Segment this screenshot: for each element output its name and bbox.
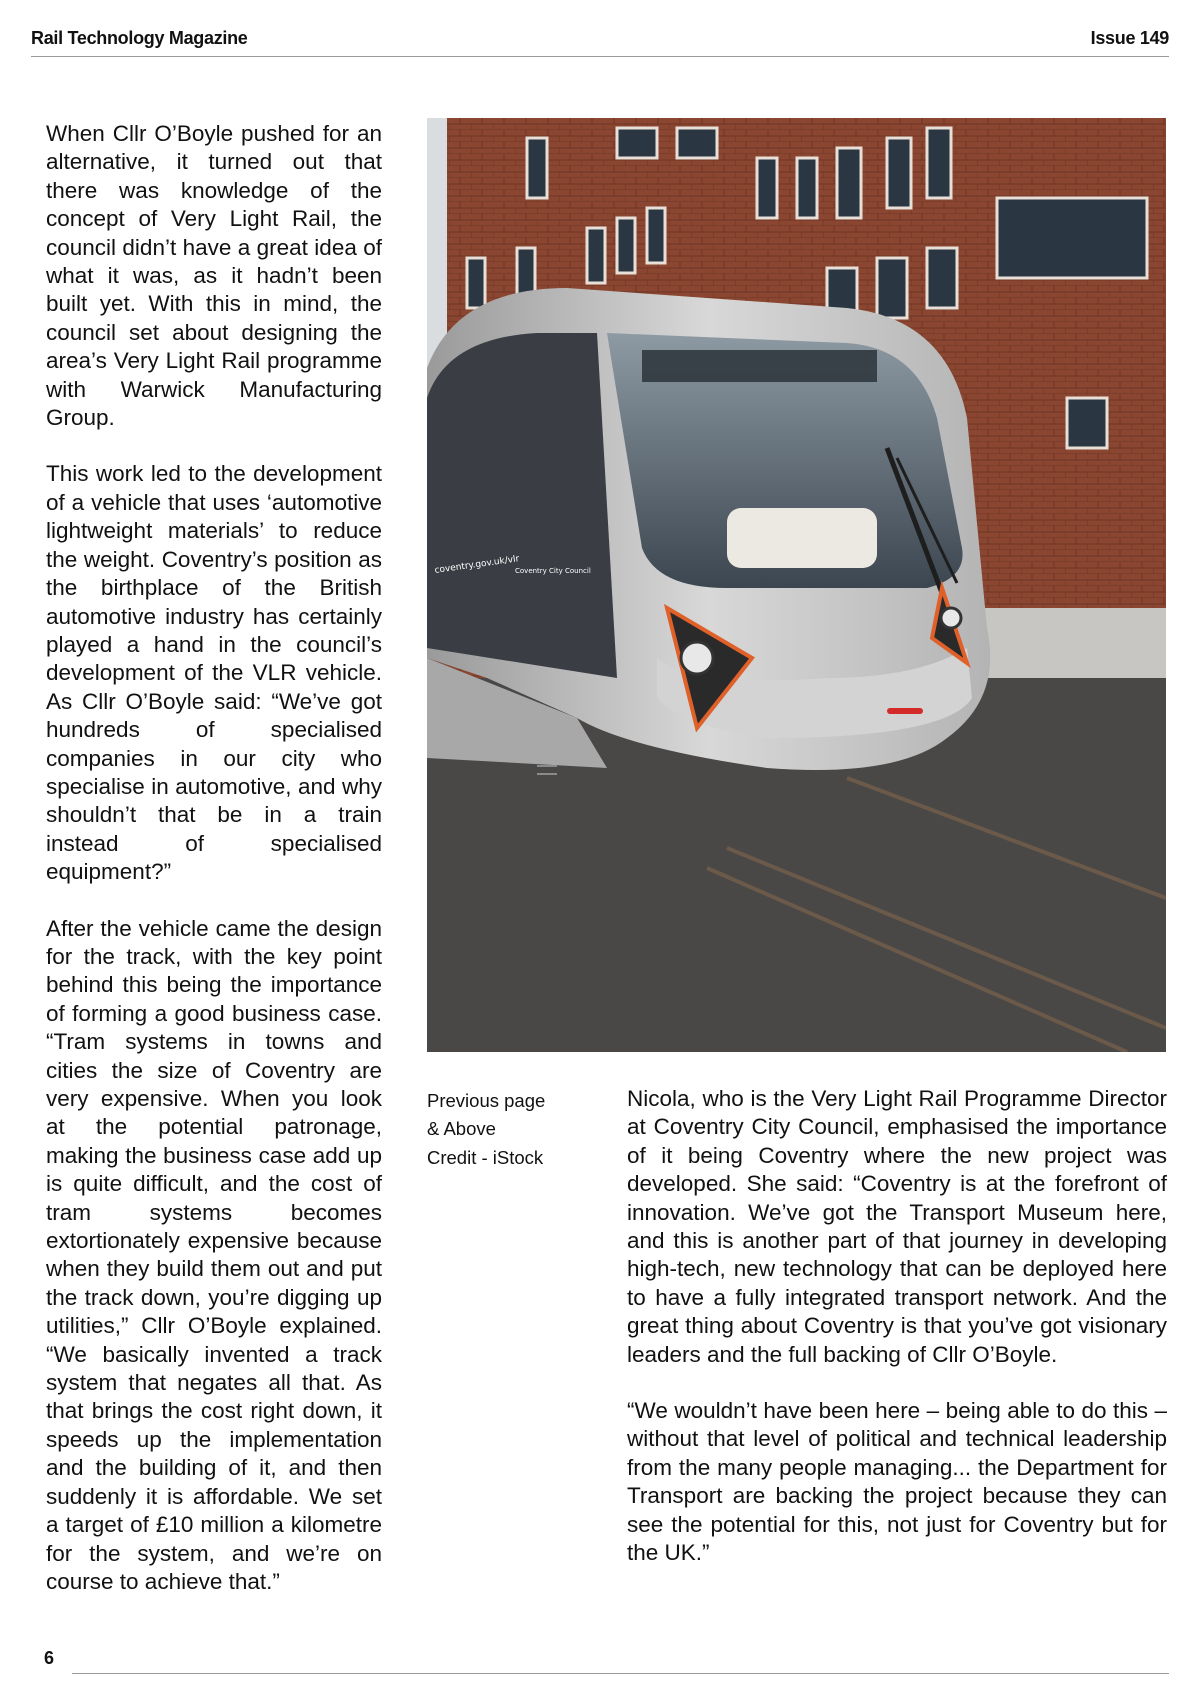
paragraph: When Cllr O’Boyle pushed for an alternative, it turned out that there was knowledge of the concept of Very Light Rail, the council didn’t have a great idea of what it was, as it hadn’t been built yet. With this in mind, the council set about designing the area’s Very Light Rail programme with Warwick Manufacturing Group. (46, 121, 382, 431)
paragraph: After the vehicle came the design for the track, with the key point behind this being the importance of forming a good business case. “Tram systems in towns and cities the size of Coventry are very expensive. When you look at the potential patronage, making the business case add up is quite difficult, and the cost of tram systems becomes extortionately expensive because when they build them out and put the track down, you’re digging up utilities,” Cllr O’Boyle explained. “We basically invented a track system that negates all that. As that brings the cost right down, it speeds up the implementation and the building of it, and then suddenly it is affordable. We set a target of £10 million a kilometre for the system, and we’re on course to achieve that.” (46, 915, 382, 1594)
photo-caption (427, 1087, 587, 1172)
vlr-vehicle-photo (427, 118, 1166, 1052)
paragraph: “We wouldn’t have been here – being able to do this – without that level of political and technical leadership from the many people managing... the Department for Transport are backing the project because they can see the potential for this, not just for Coventry but for the UK.” (627, 1398, 1167, 1566)
issue-number: Issue 149 (1090, 28, 1169, 48)
left-article-column (46, 120, 382, 1624)
caption-line: & Above (427, 1118, 496, 1140)
magazine-title: Rail Technology Magazine (31, 28, 248, 48)
paragraph: This work led to the development of a vehicle that uses ‘automotive lightweight materials’ to reduce the weight. Coventry’s position as the birthplace of the British automotive industry has certainly played a hand in the council’s development of the VLR vehicle. As Cllr O’Boyle said: “We’ve got hundreds of specialised companies in our city who specialise in automotive, and why shouldn’t that be in a train instead of specialised equipment?” (46, 461, 382, 885)
paragraph: Nicola, who is the Very Light Rail Programme Director at Coventry City Council, emphasised the importance of it being Coventry where the new project was developed. She said: “Coventry is at the forefront of innovation. We’ve got the Transport Museum here, and this is another part of that journey in developing high-tech, new technology that can be deployed here to have a fully integrated transport network. And the great thing about Coventry is that you’ve got visionary leaders and the full backing of Cllr O’Boyle. (627, 1086, 1167, 1367)
caption-line: Credit - iStock (427, 1146, 544, 1168)
footer-rule (72, 1673, 1169, 1674)
page-header (31, 26, 1169, 57)
page-footer (44, 1648, 1169, 1672)
page-number: 6 (44, 1648, 55, 1668)
vehicle-side-text: coventry.gov.uk/vlr (434, 554, 520, 576)
vehicle-logo-text: Coventry City Council (515, 567, 591, 575)
right-article-column (627, 1085, 1167, 1596)
caption-line: Previous page (427, 1090, 546, 1111)
